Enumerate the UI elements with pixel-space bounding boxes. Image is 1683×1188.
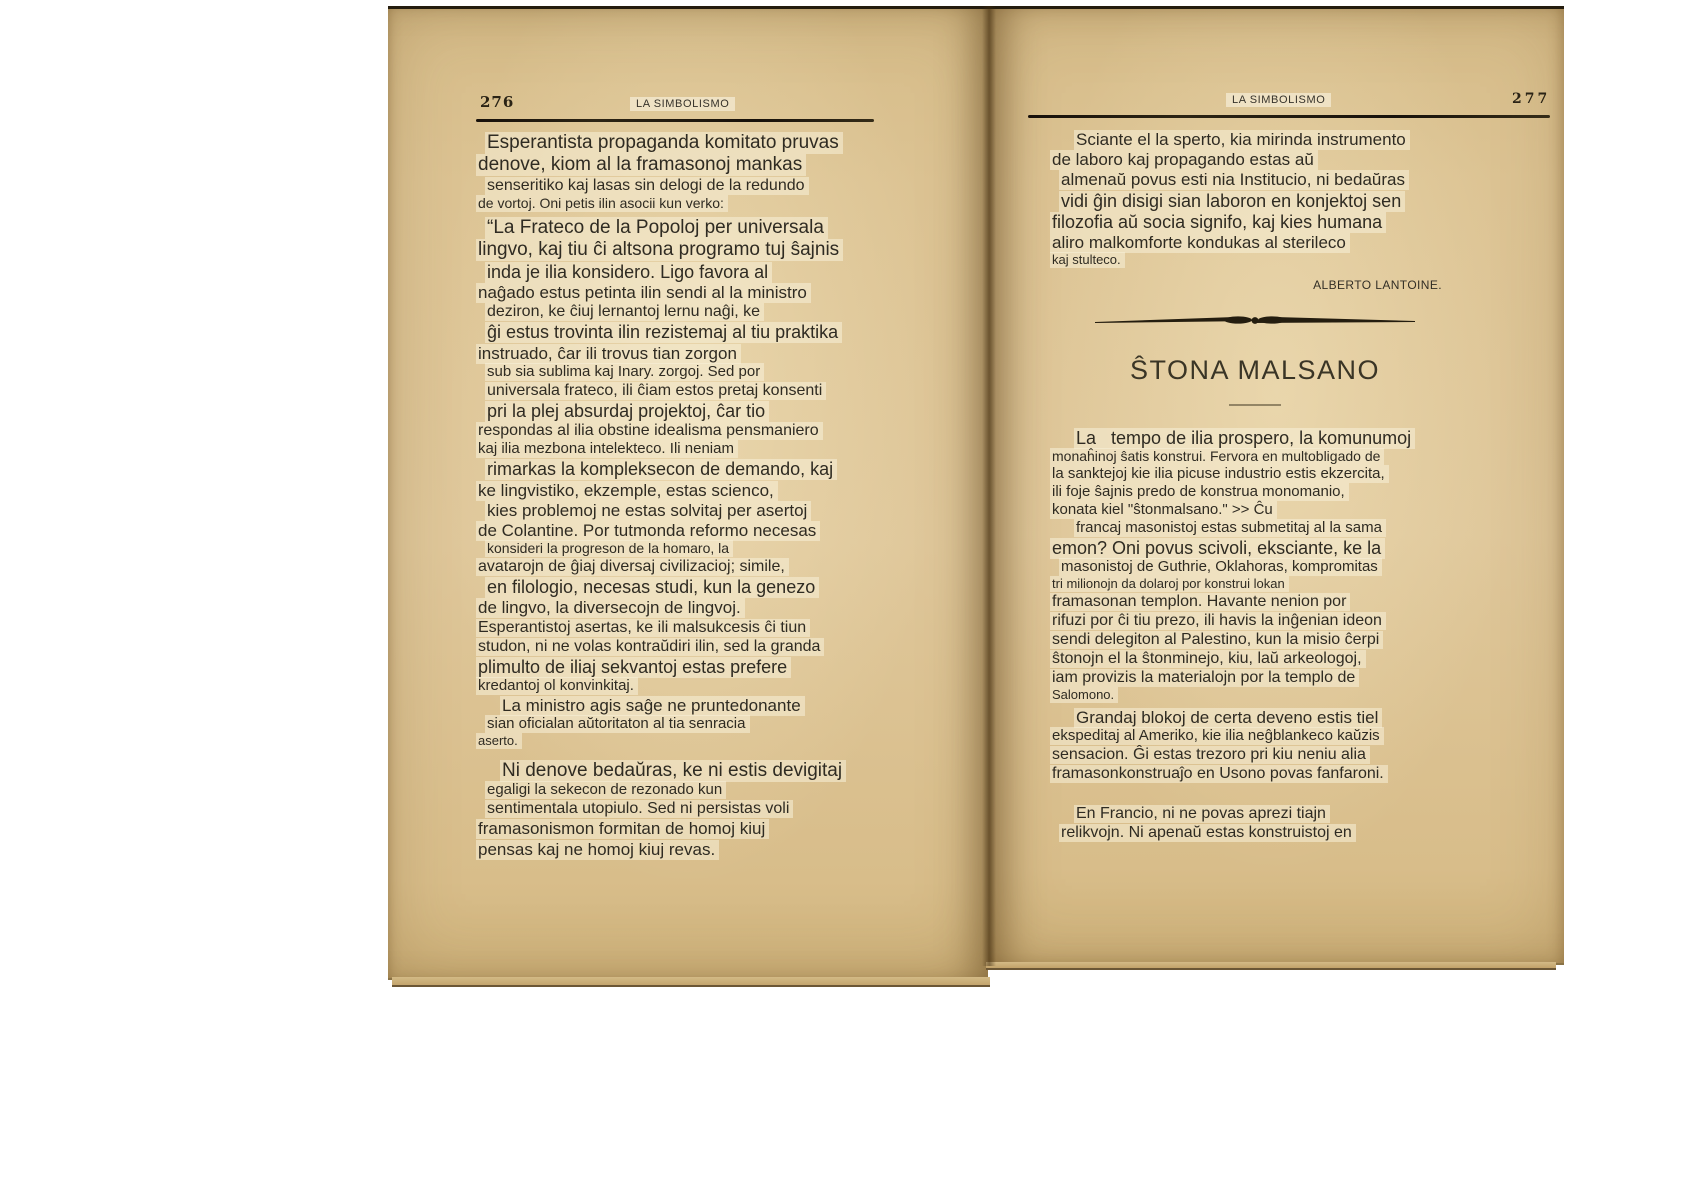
text-line xyxy=(1059,824,1460,842)
section-title: ŜTONA MALSANO xyxy=(1129,355,1381,386)
paragraph xyxy=(476,760,884,859)
text-line xyxy=(485,177,884,195)
text-line xyxy=(500,760,884,781)
text-line-content: sensacion. Ĝi estas trezoro pri kiu neniu alia xyxy=(1050,746,1370,764)
text-line-content: sian oficialan aŭtoritaton al tia senracia xyxy=(485,715,750,733)
left-text-column xyxy=(476,131,884,860)
paragraph xyxy=(1050,428,1460,703)
text-line-content: ekspeditaj al Ameriko, kie ilia neĝblankeco kaŭzis xyxy=(1050,727,1384,745)
text-line-content: de Colantine. Por tutmonda reformo necesas xyxy=(476,521,820,541)
text-line xyxy=(1059,191,1460,211)
text-line-content: monaĥinoj ŝatis konstrui. Fervora en multobligado de xyxy=(1050,448,1384,465)
text-line-content: vidi ĝin disigi sian laboron en konjektoj sen xyxy=(1059,191,1405,212)
text-line-content: masonistoj de Guthrie, Oklahoras, kompromitas xyxy=(1059,558,1382,576)
text-line-content: Grandaj blokoj de certa deveno estis tiel xyxy=(1074,708,1382,728)
text-line-content: la sanktejoj kie ilia picuse industrio estis ekzercita, xyxy=(1050,465,1389,483)
text-line xyxy=(476,678,884,695)
text-line-content: ŝtonojn el la ŝtonminejo, kiu, laŭ arkeologoj, xyxy=(1050,650,1366,668)
paragraph xyxy=(476,217,884,749)
text-line xyxy=(1050,449,1460,465)
text-line xyxy=(1050,150,1460,169)
text-line-content: de vortoj. Oni petis ilin asocii kun verko: xyxy=(476,195,728,212)
text-line xyxy=(485,800,884,818)
text-line xyxy=(476,558,884,576)
text-line-content: de laboro kaj propagando estas aŭ xyxy=(1050,150,1318,170)
text-line xyxy=(476,840,884,859)
paragraph xyxy=(1050,805,1460,842)
text-line-content: Esperantista propaganda komitato pruvas xyxy=(485,132,843,154)
right-page xyxy=(988,6,1564,965)
text-line-content: almenaŭ povus esti nia Institucio, ni bedaŭras xyxy=(1059,170,1409,190)
text-line-content: sub sia sublima kaj Inary. zorgoj. Sed por xyxy=(485,363,764,381)
text-line xyxy=(1059,559,1460,576)
book-spread xyxy=(388,6,1564,982)
text-line-content: filozofia aŭ socia signifo, kaj kies humana xyxy=(1050,212,1386,233)
text-line-content: senseritiko kaj lasas sin delogi de la redundo xyxy=(485,177,809,195)
text-line xyxy=(1050,502,1460,519)
text-line-content: konata kiel "ŝtonmalsano." >> Ĉu xyxy=(1050,501,1277,519)
text-line xyxy=(1050,466,1460,483)
text-line xyxy=(1050,669,1460,687)
text-line xyxy=(485,132,884,153)
text-line xyxy=(476,422,884,440)
text-line-content: En Francio, ni ne povas aprezi tiajn xyxy=(1074,805,1330,823)
text-line xyxy=(485,322,884,342)
text-line-content: kaj stulteco. xyxy=(1050,252,1125,268)
text-line xyxy=(1050,612,1460,630)
text-line xyxy=(476,196,884,212)
text-line xyxy=(476,638,884,656)
text-line xyxy=(485,782,884,799)
text-line-content: rimarkas la kompleksecon de demando, kaj xyxy=(485,459,837,480)
text-line xyxy=(476,481,884,500)
text-line-content: La ministro agis saĝe ne pruntedonante xyxy=(500,696,805,716)
text-line-content: emon? Oni povus scivoli, eksciante, ke la xyxy=(1050,538,1385,559)
paragraph xyxy=(476,132,884,212)
section-divider xyxy=(1095,314,1415,333)
left-page-number: 276 xyxy=(480,93,515,111)
text-line xyxy=(485,401,884,421)
text-line xyxy=(476,619,884,637)
text-line xyxy=(1050,253,1460,268)
text-line-content: inda je ilia konsidero. Ligo favora al xyxy=(485,262,772,283)
text-line xyxy=(476,283,884,302)
text-line-content: deziron, ke ĉiuj lernantoj lernu naĝi, ke xyxy=(485,303,764,321)
text-line-content: aserto. xyxy=(476,733,522,749)
text-line-content: rifuzi por ĉi tiu prezo, ili havis la inĝenian ideon xyxy=(1050,612,1386,630)
text-line-content: sendi delegiton al Palestino, kun la misio ĉerpi xyxy=(1050,631,1383,649)
text-line-content: respondas al ilia obstine idealisma pensmaniero xyxy=(476,422,823,440)
text-line xyxy=(476,657,884,677)
book-gutter xyxy=(982,6,996,966)
text-line xyxy=(485,303,884,321)
text-line-content: lingvo, kaj tiu ĉi altsona programo tuj ŝajnis xyxy=(476,239,843,261)
text-line xyxy=(1050,538,1460,558)
left-header-rule xyxy=(476,119,874,122)
text-line xyxy=(485,459,884,479)
text-line-content: de lingvo, la diversecojn de lingvoj. xyxy=(476,598,745,618)
section-body xyxy=(1050,428,1460,842)
text-line-content: naĝado estus petinta ilin sendi al la ministro xyxy=(476,283,811,303)
text-line-content: universala frateco, ili ĉiam estos pretaj konsenti xyxy=(485,382,826,400)
text-line-content: framasonan templon. Havante nenion por xyxy=(1050,593,1350,611)
paragraph xyxy=(1050,708,1460,783)
text-line-content: aliro malkomforte kondukas al sterileco xyxy=(1050,233,1350,253)
text-line-content: pensas kaj ne homoj kiuj revas. xyxy=(476,840,719,860)
text-line-content: framasonismon formitan de homoj kiuj xyxy=(476,819,769,839)
text-line-content: Esperantistoj asertas, ke ili malsukcesis ĉi tiun xyxy=(476,619,810,637)
text-line xyxy=(485,217,884,238)
text-line xyxy=(1050,484,1460,501)
text-line-content: kaj ilia mezbona intelekteco. Ili neniam xyxy=(476,440,738,458)
text-line xyxy=(1050,212,1460,232)
paragraph xyxy=(1050,130,1460,268)
text-line xyxy=(485,716,884,733)
text-line xyxy=(1074,428,1460,448)
text-line xyxy=(500,696,884,715)
text-line xyxy=(476,819,884,838)
text-line-content: sentimentala utopiulo. Sed ni persistas voli xyxy=(485,800,793,818)
right-page-number: 277 xyxy=(1512,91,1551,107)
text-line xyxy=(1050,765,1460,783)
divider-ornament xyxy=(1095,314,1415,328)
text-line xyxy=(476,521,884,540)
text-line xyxy=(1050,650,1460,668)
text-line xyxy=(485,364,884,381)
text-line-content: Sciante el la sperto, kia mirinda instrumento xyxy=(1074,130,1410,150)
text-line-content: Salomono. xyxy=(1050,687,1118,703)
text-line-content: framasonkonstruaĵo en Usono povas fanfaroni. xyxy=(1050,765,1388,783)
text-line xyxy=(485,382,884,400)
text-line xyxy=(485,577,884,597)
text-line-content: kies problemoj ne estas solvitaj per asertoj xyxy=(485,501,811,521)
text-line xyxy=(476,598,884,617)
text-line-content: pri la plej absurdaj projektoj, ĉar tio xyxy=(485,401,769,422)
text-line-content: Ni denove bedaŭras, ke ni estis devigitaj xyxy=(500,760,846,782)
text-line xyxy=(1050,631,1460,649)
text-line xyxy=(1074,805,1460,823)
text-line-content: konsideri la progreson de la homaro, la xyxy=(485,540,733,557)
right-running-head: LA SIMBOLISMO xyxy=(1226,93,1331,107)
right-text-column xyxy=(1050,129,1460,844)
text-line xyxy=(1074,708,1460,727)
text-line xyxy=(1050,577,1460,592)
left-page xyxy=(388,6,988,980)
author-signature: ALBERTO LANTOINE. xyxy=(1313,278,1442,293)
text-line xyxy=(1050,233,1460,252)
text-line xyxy=(485,501,884,520)
text-line-content: plimulto de iliaj sekvantoj estas prefere xyxy=(476,657,791,678)
text-line xyxy=(476,734,884,749)
text-line-content: ili foje ŝajnis predo de konstrua monomanio, xyxy=(1050,483,1349,501)
text-line-content: kredantoj ol konvinkitaj. xyxy=(476,677,638,695)
text-line-content: ke lingvistiko, ekzemple, estas scienco, xyxy=(476,481,778,501)
text-line-content: avatarojn de ĝiaj diversaj civilizacioj; simile, xyxy=(476,558,789,576)
text-line xyxy=(1050,688,1460,703)
text-line-content: “La Frateco de la Popoloj per universala xyxy=(485,217,828,239)
text-line-content: instruado, ĉar ili trovus tian zorgon xyxy=(476,344,741,364)
text-line-content: denove, kiom al la framasonoj mankas xyxy=(476,154,806,176)
left-running-head: LA SIMBOLISMO xyxy=(630,97,735,111)
text-line-content: studon, ni ne volas kontraŭdiri ilin, sed la granda xyxy=(476,638,824,656)
text-line xyxy=(1050,593,1460,611)
text-line xyxy=(485,541,884,557)
text-line xyxy=(476,441,884,458)
text-line xyxy=(485,262,884,282)
text-line xyxy=(476,239,884,260)
text-line xyxy=(1050,746,1460,764)
text-line xyxy=(1050,728,1460,745)
text-line xyxy=(1059,170,1460,189)
text-line-content: iam provizis la materialojn por la templo de xyxy=(1050,669,1359,687)
text-line-content: tri milionojn da dolaroj por konstrui lokan xyxy=(1050,576,1289,592)
text-line-content: relikvojn. Ni apenaŭ estas konstruistoj en xyxy=(1059,824,1356,842)
right-header-rule xyxy=(1028,115,1550,118)
section-title-rule xyxy=(1229,404,1281,406)
text-line-content: en filologio, necesas studi, kun la genezo xyxy=(485,577,819,598)
text-line-content: egaligi la sekecon de rezonado kun xyxy=(485,781,726,799)
text-line xyxy=(476,344,884,363)
text-line-content: francaj masonistoj estas submetitaj al la sama xyxy=(1074,519,1386,537)
text-line xyxy=(1074,520,1460,537)
text-line-content: La tempo de ilia prospero, la komunumoj xyxy=(1074,428,1415,449)
text-line xyxy=(476,154,884,175)
text-line-content: ĝi estus trovinta ilin rezistemaj al tiu praktika xyxy=(485,322,842,343)
text-line xyxy=(1074,130,1460,149)
